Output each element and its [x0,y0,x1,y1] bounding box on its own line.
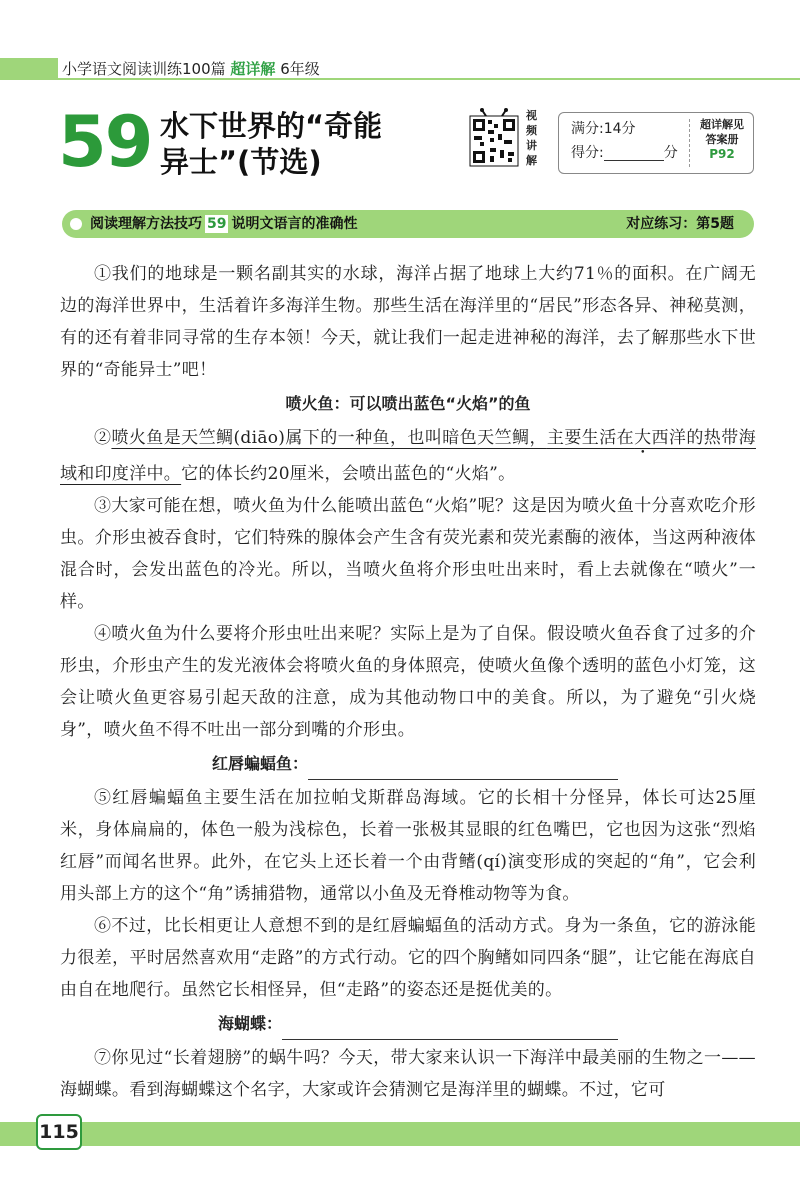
full-score: 满分:14分 [571,121,636,137]
batfish-answer-blank[interactable] [308,761,618,780]
book-highlight: 超详解 [230,60,276,78]
paragraph-3: ③大家可能在想，喷火鱼为什么能喷出蓝色“火焰”呢？这是因为喷火鱼十分喜欢吃介形虫。介形虫被吞食时，它们特殊的腺体会产生含有荧光素和荧光素酶的液体，当这两种液体混合时，会发出蓝色的冷光。所以，当喷火鱼将介形虫吐出来时，看上去就像在“喷火”一样。 [60,496,756,612]
score-box [558,112,754,174]
paragraph-7: ⑦你见过“长着翅膀”的蜗牛吗？今天，带大家来认识一下海洋中最美丽的生物之一——海蝴蝶。看到海蝴蝶这个名字，大家或许会猜测它是海洋里的蝴蝶。不过，它可 [60,1048,756,1100]
tip-dot-icon [70,218,82,230]
page-number: 115 [36,1114,82,1150]
paragraph-2 [60,422,756,490]
qr-label-char: 视 [526,109,537,122]
subheading-batfish [60,748,756,780]
sea-butterfly-answer-blank[interactable] [282,1021,618,1040]
qr-label-char: 解 [526,154,537,167]
tip-text [90,210,357,238]
tip-topic: 说明文语言的准确性 [231,216,358,232]
subheading-sea-butterfly [60,1008,756,1040]
method-tip-bar [62,210,754,238]
lesson-number: 59 [58,101,152,183]
header-accent-bar [0,58,58,80]
qr-label-char: 频 [526,124,537,137]
subheading-sea-butterfly-label: 海蝴蝶： [218,1014,283,1033]
p2-ul2-pre: 主要生活在 [546,428,635,448]
answer-ref-line1: 超详解见 [700,118,744,131]
qr-label [526,108,540,168]
book-title: 小学语文阅读训练100篇 [62,60,226,78]
paragraph-4: ④喷火鱼为什么要将介形虫吐出来呢？实际上是为了自保。假设喷火鱼吞食了过多的介形虫，介形虫产生的发光液体会将喷火鱼的身体照亮，使喷火鱼像个透明的蓝色小灯笼，这会让喷火鱼更容易引起天敌的注意，成为其他动物口中的美食。所以，为了避免“引火烧身”，喷火鱼不得不吐出一部分到嘴的介形虫。 [60,624,756,740]
lesson-title-line1: 水下世界的“奇能 [160,109,383,143]
tip-number: 59 [207,216,227,232]
p2-rest: 它的体长约20厘米，会喷出蓝色的“火焰”。 [181,464,516,484]
score-divider [689,119,690,167]
lesson-title [160,108,382,180]
tip-practice: 对应练习：第5题 [626,216,734,232]
article-body [60,258,756,1106]
got-score-label: 得分: [571,145,604,161]
subheading-fire-fish: 喷火鱼：可以喷出蓝色“火焰”的鱼 [285,394,531,413]
got-score-unit: 分 [663,145,678,161]
subheading-batfish-label: 红唇蝙蝠鱼： [212,754,309,773]
book-header [62,58,320,80]
p2-ul2-post: 西洋的热带海域和印度洋中。 [60,428,756,484]
p2-emphasis: 大 [634,428,652,448]
footer-bar [0,1122,800,1146]
paragraph-6: ⑥不过，比长相更让人意想不到的是红唇蝙蝠鱼的活动方式。身为一条鱼，它的游泳能力很差，平时居然喜欢用“走路”的方式行动。它的四个胸鳍如同四条“腿”，让它能在海底自由自在地爬行。虽然它长相怪异，但“走路”的姿态还是挺优美的。 [60,916,756,1000]
paragraph-5: ⑤红唇蝙蝠鱼主要生活在加拉帕戈斯群岛海域。它的长相十分怪异，体长可达25厘米，身体扁扁的，体色一般为浅棕色，长着一张极其显眼的红色嘴巴，它也因为这张“烈焰红唇”而闻名世界。此外，在它头上还长着一个由背鳍(qí)演变形成的突起的“角”，它会利用头部上方的这个“角”诱捕猎物，通常以小鱼及无脊椎动物等为食。 [60,788,756,904]
book-grade: 6年级 [280,60,320,78]
answer-ref [693,117,751,162]
paragraph-1: ①我们的地球是一颗名副其实的水球，海洋占据了地球上大约71％的面积。在广阔无边的海洋世界中，生活着许多海洋生物。那些生活在海洋里的“居民”形态各异、神秘莫测，有的还有着非同寻常的生存本领！今天，就让我们一起走进神秘的海洋，去了解那些水下世界的“奇能异士”吧！ [60,264,756,380]
qr-label-char: 讲 [526,139,537,152]
tip-label: 阅读理解方法技巧 [90,216,202,232]
p2-underline-1: 喷火鱼是天竺鲷(diāo)属下的一种鱼，也叫暗色天竺鲷， [111,428,547,448]
got-score [571,141,678,165]
score-fields [571,117,678,165]
got-score-blank[interactable] [604,146,664,161]
lesson-title-line2: 异士”(节选) [160,145,322,179]
qr-code-icon[interactable] [468,108,520,168]
answer-ref-page: P92 [709,147,735,161]
p2-number: ② [94,428,112,448]
answer-ref-line2: 答案册 [705,133,739,146]
